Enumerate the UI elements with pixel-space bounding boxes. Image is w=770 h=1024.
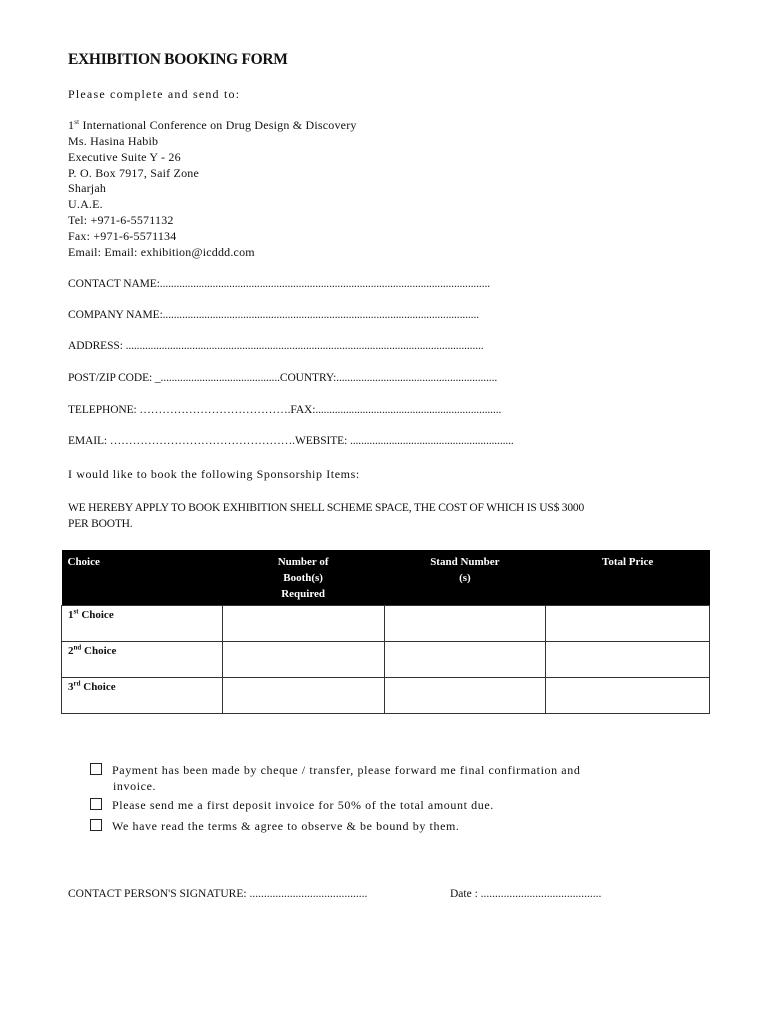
header-stand-number: Stand Number (s) — [384, 550, 546, 606]
choice-label: 3rd Choice — [62, 678, 223, 714]
postzip-country-row — [68, 372, 497, 384]
deposit-label: Please send me a first deposit invoice for 50% of the total amount due. — [112, 798, 494, 812]
form-title: EXHIBITION BOOKING FORM — [68, 51, 288, 68]
header-total-price: Total Price — [546, 550, 710, 606]
date-field[interactable]: Date : .......................................... — [450, 888, 602, 900]
deposit-checkbox[interactable] — [90, 798, 102, 810]
recipient-name: Ms. Hasina Habib — [68, 134, 159, 148]
address-suite: Executive Suite Y - 26 — [68, 150, 181, 164]
booths-cell[interactable] — [222, 606, 384, 642]
total-price-cell[interactable] — [546, 606, 710, 642]
header-choice: Choice — [62, 550, 223, 606]
stand-number-cell[interactable] — [384, 678, 546, 714]
contact-name-field[interactable]: CONTACT NAME:....................................................................................................................... — [68, 278, 491, 290]
payment-label-cont: invoice. — [113, 779, 157, 793]
table-row — [62, 678, 710, 714]
address-po-box: P. O. Box 7917, Saif Zone — [68, 166, 199, 180]
table-row — [62, 606, 710, 642]
payment-label: Payment has been made by cheque / transfer, please forward me final confirmation and — [112, 763, 581, 777]
total-price-cell[interactable] — [546, 678, 710, 714]
address-email: Email: Email: exhibition@icddd.com — [68, 245, 255, 259]
address-tel: Tel: +971-6-5571132 — [68, 213, 174, 227]
terms-checkbox-row — [90, 819, 460, 834]
header-number-of-booths: Number of Booth(s) Required — [222, 550, 384, 606]
payment-checkbox[interactable] — [90, 763, 102, 775]
conference-name: 1st International Conference on Drug Design & Discovery — [68, 118, 357, 132]
telephone-field[interactable]: TELEPHONE: …………………………………. — [68, 404, 291, 416]
deposit-checkbox-row — [90, 798, 494, 813]
email-field[interactable]: EMAIL: …………………………………………. — [68, 435, 295, 447]
choice-label: 2nd Choice — [62, 642, 223, 678]
postzip-field[interactable]: POST/ZIP CODE: _........................................... — [68, 372, 280, 384]
address-city: Sharjah — [68, 181, 107, 195]
stand-number-cell[interactable] — [384, 606, 546, 642]
signature-field[interactable]: CONTACT PERSON'S SIGNATURE: ......................................... — [68, 888, 368, 900]
table-row — [62, 642, 710, 678]
booking-choices-table — [61, 550, 710, 714]
booths-cell[interactable] — [222, 642, 384, 678]
payment-checkbox-row — [90, 763, 580, 778]
address-country: U.A.E. — [68, 197, 103, 211]
sponsorship-text: I would like to book the following Sponsorship Items: — [68, 467, 360, 481]
terms-label: We have read the terms & agree to observe & be bound by them. — [112, 819, 460, 833]
apply-text-line1: WE HEREBY APPLY TO BOOK EXHIBITION SHELL SCHEME SPACE, THE COST OF WHICH IS US$ 3000 — [68, 502, 584, 514]
address-fax: Fax: +971-6-5571134 — [68, 229, 177, 243]
stand-number-cell[interactable] — [384, 642, 546, 678]
terms-checkbox[interactable] — [90, 819, 102, 831]
intro-text: Please complete and send to: — [68, 87, 241, 101]
total-price-cell[interactable] — [546, 642, 710, 678]
table-header-row — [62, 550, 710, 606]
apply-text-line2: PER BOOTH. — [68, 518, 133, 530]
address-field[interactable]: ADDRESS: ................................................................................................................................. — [68, 340, 484, 352]
website-field[interactable]: WEBSITE: ........................................................... — [294, 435, 514, 447]
company-name-field[interactable]: COMPANY NAME:.................................................................................................................. — [68, 309, 480, 321]
country-field[interactable]: COUNTRY:.......................................................... — [279, 372, 498, 384]
choice-label: 1st Choice — [62, 606, 223, 642]
fax-field[interactable]: FAX:................................................................... — [290, 404, 502, 416]
telephone-fax-row — [68, 404, 501, 416]
email-website-row — [68, 435, 514, 447]
booths-cell[interactable] — [222, 678, 384, 714]
